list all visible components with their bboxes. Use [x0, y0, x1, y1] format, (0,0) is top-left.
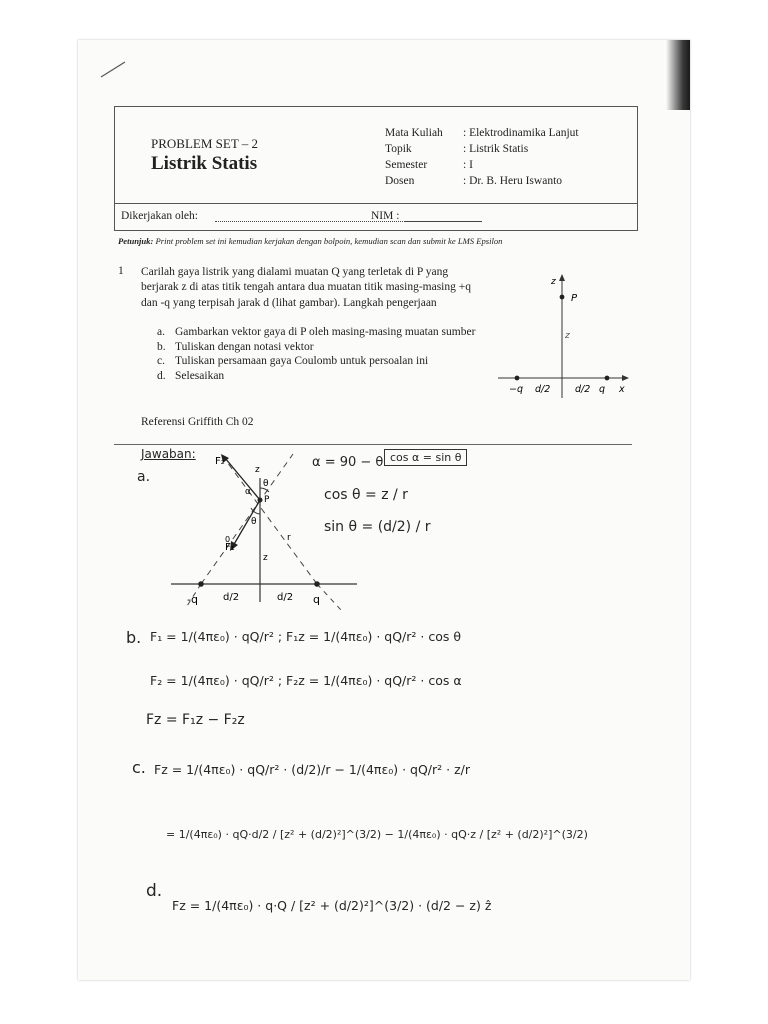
topic-title: Listrik Statis [151, 153, 258, 174]
fig-x-axis-label: x [619, 384, 625, 395]
meta-label-course: Mata Kuliah [385, 127, 443, 139]
nim-label: NIM : [371, 210, 400, 222]
label-z-top: z [255, 465, 260, 475]
part-b-line1: F₁ = 1/(4πε₀) · qQ/r² ; F₁z = 1/(4πε₀) · qQ/r² · cos θ [150, 629, 461, 644]
cos-theta-equation: cos θ = z / r [324, 487, 408, 503]
part-c-line1: Fz = 1/(4πε₀) · qQ/r² · (d/2)/r − 1/(4πε₀) · qQ/r² · z/r [154, 762, 470, 777]
fig-pos-q-label: q [599, 384, 606, 395]
instructions-label: Petunjuk: [118, 236, 154, 246]
label-alpha: α [245, 487, 251, 497]
student-info-row [114, 202, 638, 231]
dikerjakan-label: Dikerjakan oleh: [121, 210, 198, 222]
force-diagram [165, 450, 365, 620]
question-steps [157, 325, 477, 383]
question-figure [495, 272, 635, 402]
step-d: d. Selesaikan [157, 369, 225, 382]
problem-set-title: PROBLEM SET – 2 [151, 136, 259, 151]
point-p-dot [258, 498, 263, 503]
question-text: Carilah gaya listrik yang dialami muatan Q yang terletak di P yang berjarak z di atas titik tengah antara dua muatan titik masing-masing +q dan -q yang terpisah jarak d (lihat gambar). Langkah pengerjaan [141, 266, 471, 309]
step-c: c. Tuliskan persamaan gaya Coulomb untuk persoalan ini [157, 355, 429, 368]
label-z-height: z [263, 553, 268, 563]
fig-d2-right-label: d/2 [575, 384, 591, 395]
pos-q-dot [314, 581, 320, 587]
meta-value-lecturer: : Dr. B. Heru Iswanto [463, 175, 563, 187]
boxed-identity: cos α = sin θ [384, 449, 467, 466]
label-p: P [264, 495, 270, 505]
fig-p-label: P [571, 293, 578, 304]
neg-q-dot [198, 581, 204, 587]
fig-d2-left-label: d/2 [535, 384, 551, 395]
part-a-marker: a. [137, 469, 151, 485]
part-d-marker: d. [146, 881, 163, 901]
alpha-equation: α = 90 − θ [312, 455, 384, 470]
pos-charge-dot [605, 376, 610, 381]
label-d2-left: d/2 [223, 592, 240, 603]
line-ext-pos-q [317, 584, 341, 610]
part-b-line2: F₂ = 1/(4πε₀) · qQ/r² ; F₂z = 1/(4πε₀) · qQ/r² · cos α [150, 673, 462, 688]
fig-z-height-label: z [565, 331, 570, 341]
instructions-text: Print problem set ini kemudian kerjakan dengan bolpoin, kemudian scan dan submit ke LMS Epsilon [155, 236, 503, 246]
label-r: r [287, 533, 291, 543]
label-theta-top: θ [263, 479, 269, 489]
fig-neg-q-label: −q [509, 384, 523, 395]
step-a: a. Gambarkan vektor gaya di P oleh masing-masing muatan sumber [157, 326, 476, 338]
scan-shadow [666, 40, 690, 110]
meta-value-topic: : Listrik Statis [463, 143, 529, 155]
fig-z-axis-label: z [551, 277, 556, 287]
label-theta-mid: θ [251, 517, 257, 527]
label-f2: F₂ [215, 456, 225, 467]
question-number: 1 [118, 265, 124, 277]
pencil-mark [98, 58, 128, 80]
label-d2-right: d/2 [277, 592, 294, 603]
line-from-pos-q [227, 462, 317, 584]
part-c-line2: = 1/(4πε₀) · qQ·d/2 / [z² + (d/2)²]^(3/2) − 1/(4πε₀) · qQ·z / [z² + (d/2)²]^(3/2) [166, 828, 588, 841]
meta-label-semester: Semester [385, 159, 428, 171]
part-c-marker: c. [132, 758, 146, 777]
label-zero: 0 [225, 535, 231, 544]
z-arrow-icon [559, 274, 565, 281]
sin-theta-equation: sin θ = (d/2) / r [324, 519, 431, 535]
point-p [560, 295, 565, 300]
label-pos-q: q [313, 593, 320, 606]
answer-heading: Jawaban: [141, 447, 196, 461]
answer-separator [114, 444, 632, 445]
part-b-line3: Fz = F₁z − F₂z [146, 712, 245, 728]
label-neg-q: -q [187, 593, 198, 606]
meta-label-topic: Topik [385, 143, 412, 155]
meta-value-course: : Elektrodinamika Lanjut [463, 127, 579, 139]
nim-blank [404, 221, 482, 222]
label-f1: F₁ [225, 542, 235, 553]
part-d-line1: Fz = 1/(4πε₀) · q·Q / [z² + (d/2)²]^(3/2) · (d/2 − z) ẑ [172, 898, 492, 913]
meta-label-lecturer: Dosen [385, 175, 415, 187]
instructions [118, 236, 502, 246]
x-arrow-icon [622, 375, 629, 381]
step-b: b. Tuliskan dengan notasi vektor [157, 340, 314, 353]
part-b-marker: b. [126, 628, 142, 647]
neg-charge-dot [515, 376, 520, 381]
meta-value-semester: : I [463, 159, 473, 171]
line-from-neg-q [201, 454, 293, 584]
reference: Referensi Griffith Ch 02 [141, 416, 254, 428]
